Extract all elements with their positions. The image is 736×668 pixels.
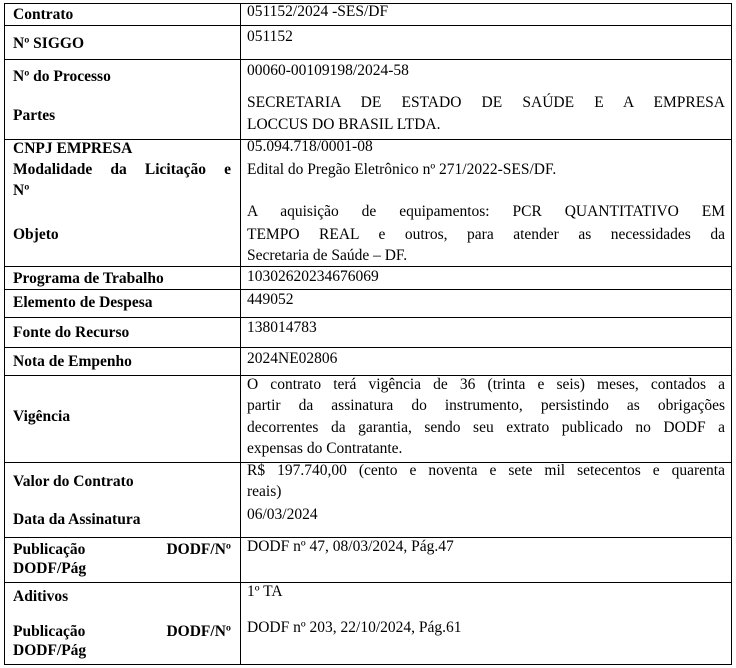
- partes-value-line-1: SECRETARIA DE ESTADO DE SAÚDE E A EMPRESA: [247, 94, 725, 111]
- processo-label: Nº do Processo: [13, 68, 111, 85]
- vigencia-label: Vigência: [13, 408, 71, 425]
- row-divider: [4, 289, 732, 290]
- fonte-value: 138014783: [247, 319, 317, 336]
- fonte-label: Fonte do Recurso: [13, 324, 130, 341]
- aditivo-publicacao-label-line-2: DODF/Pág: [13, 642, 87, 659]
- publicacao-label-line-1: Publicação DODF/Nº: [13, 541, 231, 558]
- valor-value-line-1: R$ 197.740,00 (cento e noventa e sete mil setecentos e quarenta: [247, 462, 725, 479]
- objeto-label: Objeto: [13, 226, 59, 243]
- valor-value-line-2: reais): [247, 483, 282, 500]
- table-border-bottom: [4, 664, 732, 665]
- programa-label: Programa de Trabalho: [13, 270, 164, 287]
- row-divider: [4, 59, 732, 60]
- partes-label: Partes: [13, 107, 56, 124]
- empenho-value: 2024NE02806: [247, 350, 338, 367]
- table-column-divider: [240, 3, 241, 665]
- objeto-value-line-1: A aquisição de equipamentos: PCR QUANTITATIVO EM: [247, 203, 725, 220]
- assinatura-label: Data da Assinatura: [13, 511, 141, 528]
- empenho-label: Nota de Empenho: [13, 353, 132, 370]
- assinatura-value: 06/03/2024: [247, 506, 318, 523]
- table-border-left: [4, 3, 5, 665]
- vigencia-value-line-1: O contrato terá vigência de 36 (trinta e seis) meses, contados a: [247, 376, 725, 393]
- aditivo-publicacao-value: DODF nº 203, 22/10/2024, Pág.61: [247, 619, 462, 636]
- aditivos-label: Aditivos: [13, 588, 69, 605]
- objeto-value-line-2: TEMPO REAL e outros, para atender as necessidades da: [247, 226, 725, 243]
- row-divider: [4, 582, 732, 583]
- cnpj-label: CNPJ EMPRESA: [13, 140, 133, 157]
- objeto-value-line-3: Secretaria de Saúde – DF.: [247, 247, 408, 264]
- partes-value-line-2: LOCCUS DO BRASIL LTDA.: [247, 116, 441, 133]
- processo-value: 00060-00109198/2024-58: [247, 62, 409, 79]
- row-divider: [4, 266, 732, 267]
- modalidade-label-line-2: Nº: [13, 182, 30, 199]
- row-divider: [4, 347, 732, 348]
- vigencia-value-line-2: partir da assinatura do instrumento, persistindo as obrigações: [247, 397, 725, 414]
- valor-label: Valor do Contrato: [13, 473, 134, 490]
- modalidade-value: Edital do Pregão Eletrônico nº 271/2022-SES/DF.: [247, 161, 557, 178]
- vigencia-value-line-3: decorrentes da garantia, sendo seu extrato publicado no DODF a: [247, 419, 725, 436]
- row-divider: [4, 25, 732, 26]
- publicacao-value: DODF nº 47, 08/03/2024, Pág.47: [247, 538, 454, 555]
- elemento-label: Elemento de Despesa: [13, 294, 153, 311]
- contrato-value: 051152/2024 -SES/DF: [247, 3, 389, 20]
- siggo-value: 051152: [247, 28, 293, 45]
- table-border-right: [731, 3, 732, 665]
- cnpj-value: 05.094.718/0001-08: [247, 138, 373, 155]
- contrato-label: Contrato: [13, 6, 74, 23]
- vigencia-value-line-4: expensas do Contratante.: [247, 440, 403, 457]
- aditivo-publicacao-label-line-1: Publicação DODF/Nº: [13, 623, 231, 640]
- row-divider: [4, 317, 732, 318]
- siggo-label: Nº SIGGO: [13, 35, 85, 52]
- modalidade-label-line-1: Modalidade da Licitação e: [13, 161, 231, 178]
- contract-summary-table: [4, 3, 732, 665]
- publicacao-label-line-2: DODF/Pág: [13, 560, 87, 577]
- aditivos-value: 1º TA: [247, 583, 283, 600]
- programa-value: 10302620234676069: [247, 268, 379, 285]
- elemento-value: 449052: [247, 291, 294, 308]
